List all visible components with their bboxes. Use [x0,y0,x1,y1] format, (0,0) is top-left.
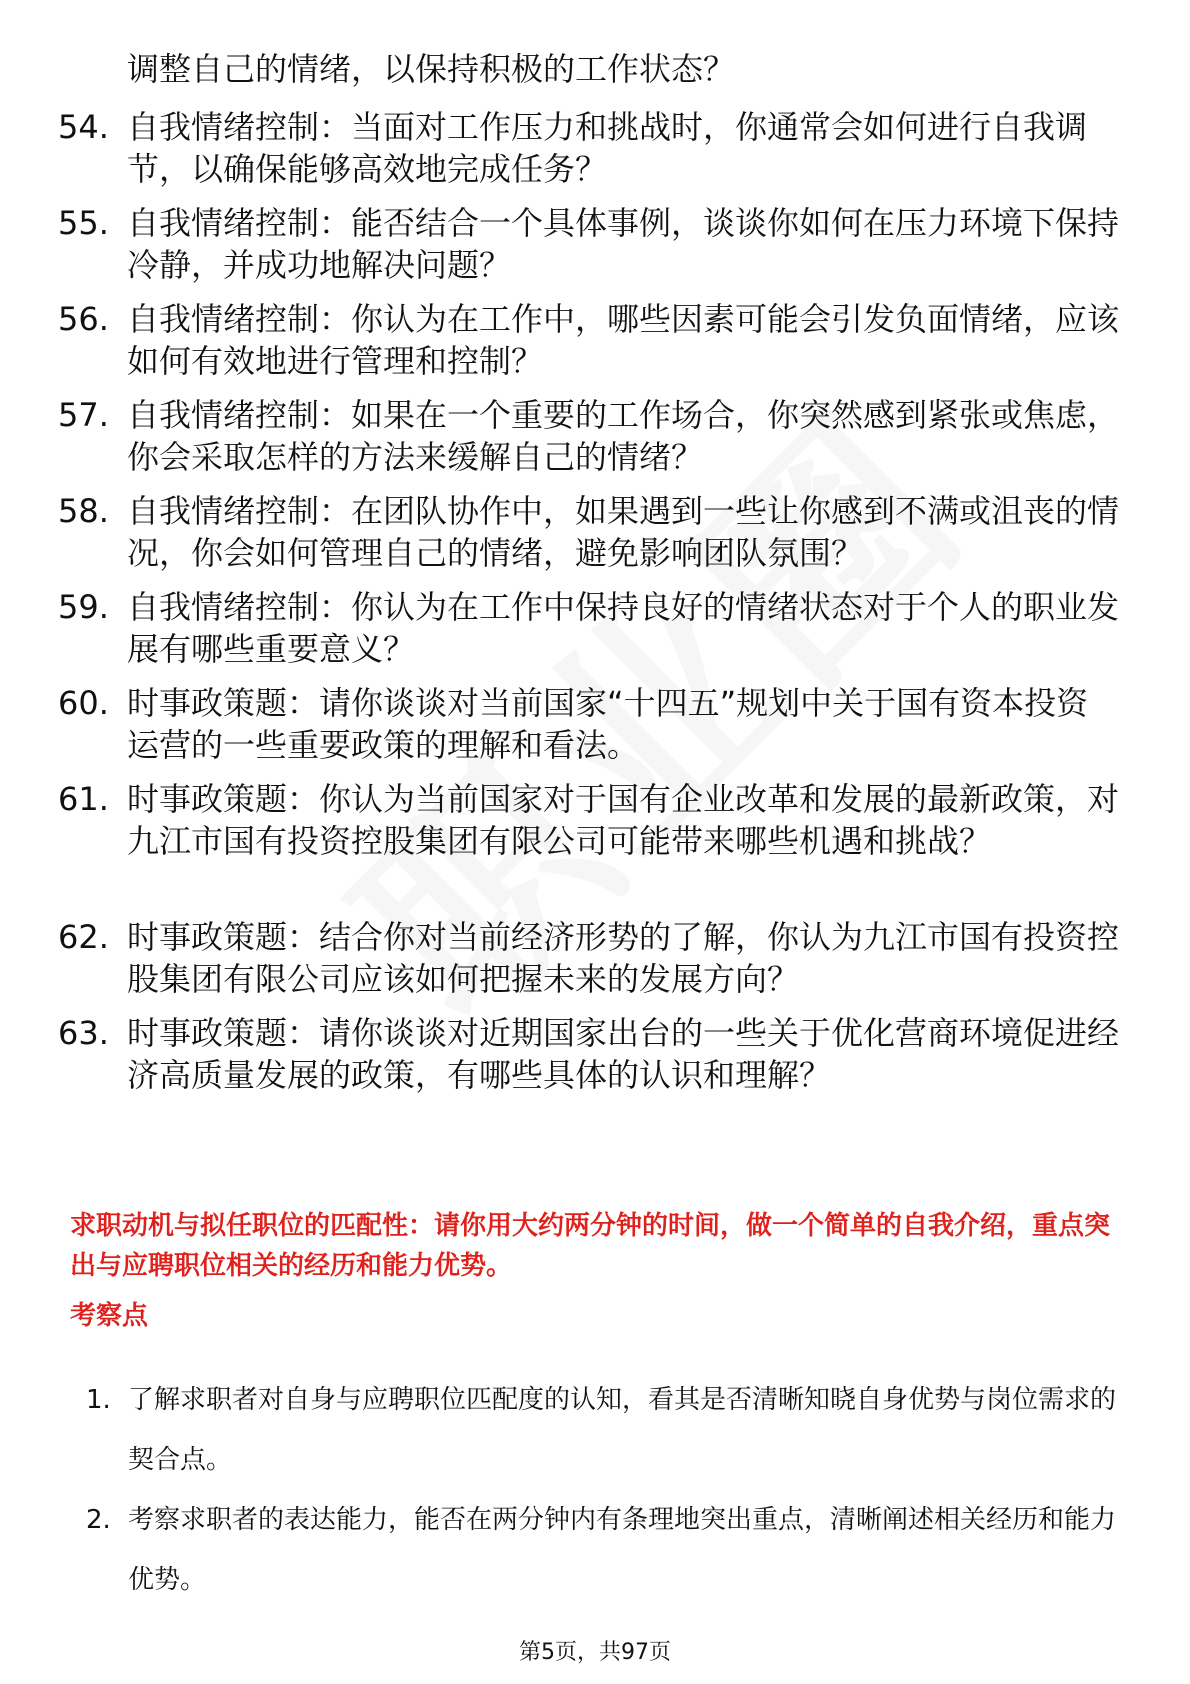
question-text: 自我情绪控制：当面对工作压力和挑战时，你通常会如何进行自我调节，以确保能够高效地完成任务？ [127,108,1088,188]
section-subtitle: 考察点 [70,1301,149,1331]
point-text: 考察求职者的表达能力，能否在两分钟内有条理地突出重点，清晰阐述相关经历和能力优势。 [128,1505,1117,1595]
question-text: 时事政策题：请你谈谈对近期国家出台的一些关于优化营商环境促进经济高质量发展的政策，有哪些具体的认识和理解？ [127,1014,1120,1094]
page-footer: 第5页，共97页 [519,1640,671,1665]
question-text: 自我情绪控制：能否结合一个具体事例，谈谈你如何在压力环境下保持冷静，并成功地解决问题？ [127,204,1120,284]
question-number: 58. [58,492,109,530]
continuation-text: 调整自己的情绪，以保持积极的工作状态？ [127,50,736,88]
question-text: 时事政策题：你认为当前国家对于国有企业改革和发展的最新政策，对九江市国有投资控股集团有限公司可能带来哪些机遇和挑战？ [127,780,1120,860]
question-text: 时事政策题：请你谈谈对当前国家“十四五”规划中关于国有资本投资运营的一些重要政策的理解和看法。 [127,684,1089,764]
assessment-point [86,1490,1126,1610]
question-item [58,298,1120,382]
question-number: 63. [58,1014,109,1052]
question-number: 61. [58,780,109,818]
question-item [58,394,1120,478]
question-item [58,778,1120,862]
question-text: 自我情绪控制：你认为在工作中，哪些因素可能会引发负面情绪，应该如何有效地进行管理和控制？ [127,300,1120,380]
point-number: 1. [86,1385,111,1415]
point-number: 2. [86,1505,111,1535]
question-number: 60. [58,684,109,722]
point-text: 了解求职者对自身与应聘职位匹配度的认知，看其是否清晰知晓自身优势与岗位需求的契合点。 [128,1385,1117,1475]
question-text: 自我情绪控制：如果在一个重要的工作场合，你突然感到紧张或焦虑，你会采取怎样的方法来缓解自己的情绪？ [127,396,1120,476]
question-number: 62. [58,918,109,956]
question-item [58,490,1120,574]
question-text: 自我情绪控制：你认为在工作中保持良好的情绪状态对于个人的职业发展有哪些重要意义？ [127,588,1120,668]
question-item [58,1012,1120,1096]
question-text: 自我情绪控制：在团队协作中，如果遇到一些让你感到不满或沮丧的情况，你会如何管理自己的情绪，避免影响团队氛围？ [127,492,1120,572]
question-text: 时事政策题：结合你对当前经济形势的了解，你认为九江市国有投资控股集团有限公司应该如何把握未来的发展方向？ [127,918,1120,998]
question-number: 54. [58,108,109,146]
question-number: 59. [58,588,109,626]
section-title: 求职动机与拟任职位的匹配性：请你用大约两分钟的时间，做一个简单的自我介绍，重点突出与应聘职位相关的经历和能力优势。 [70,1211,1111,1281]
question-item [58,586,1120,670]
question-number: 56. [58,300,109,338]
question-item [58,106,1120,190]
question-item [58,682,1120,766]
question-number: 55. [58,204,109,242]
question-item [58,916,1120,1000]
question-item [58,202,1120,286]
assessment-point [86,1370,1126,1490]
question-number: 57. [58,396,109,434]
